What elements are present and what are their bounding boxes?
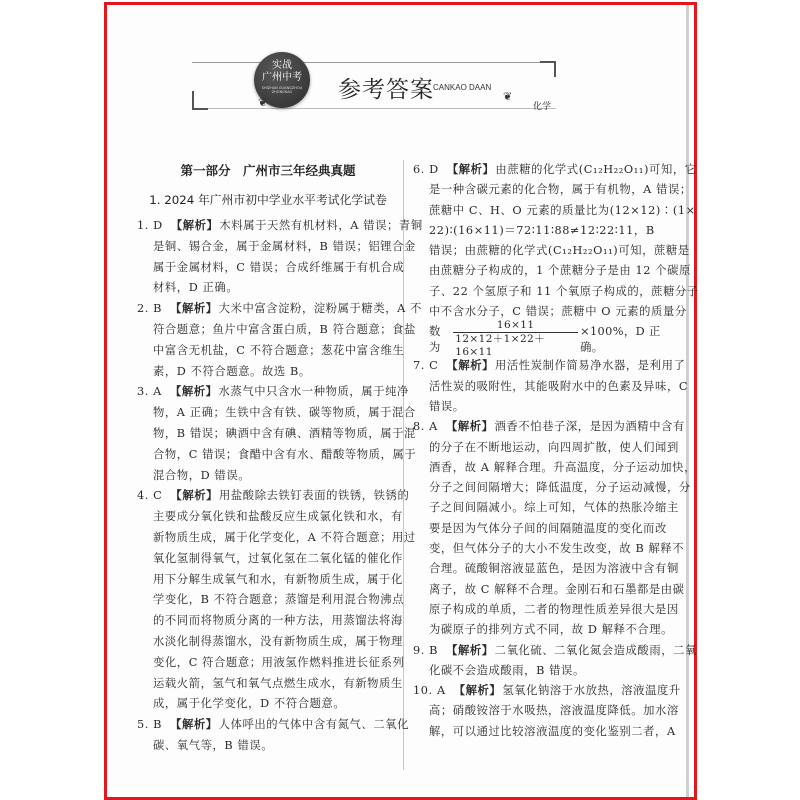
answer-line: 子之间间隔减小。综上可知，气体的热胀冷缩主 [429,501,679,515]
banner-corner [540,61,556,77]
badge-line2: 广州中考 [262,72,302,83]
answer-first-line [137,299,422,320]
answer-item [413,356,689,417]
left-column [137,160,423,757]
answer-line: 解，可以通过比较溶液温度的变化鉴别二者，A [429,724,676,738]
answer-item [413,417,696,640]
answer-first-line [137,382,409,403]
answer-line: 材料，D 正确。 [153,281,239,295]
answer-text: 水蒸气中只含水一种物质，属于纯净 [218,385,409,399]
page-edge [686,5,689,797]
answer-line: 水淡化制得蒸馏水，没有新物质生成，属于物理 [153,634,403,648]
banner-corner [192,91,208,110]
answer-line: 22)∶(16×11)＝72∶11∶88≠12∶22∶11，B [429,223,655,237]
section-subheading: 1. 2024 年广州市初中学业水平考试化学试卷 [149,193,387,207]
analysis-tag: 【解析】 [170,302,218,316]
analysis-tag: 【解析】 [453,684,502,698]
analysis-tag: 【解析】 [170,489,219,503]
answer-text: 人体呼出的气体中含有氮气、二氧化 [218,718,410,732]
answer-first-line [413,160,697,180]
answer-line: 酒香，故 A 解释合理。升高温度，分子运动加快， [429,460,696,474]
answer-line: 由蔗糖分子构成的，1 个蔗糖分子是由 12 个碳原 [429,264,691,278]
page-title: 参考答案 [338,77,434,103]
answer-first-line [413,356,686,376]
answer-line: 的不同而将物质分离的一种方法，用蒸馏法将海 [153,614,403,628]
answer-text: 酒香不怕巷子深，是因为酒精中含有 [494,420,685,434]
answer-first-line [413,417,685,437]
answer-line: 是一种含碳元素的化合物，属于有机物，A 错误； [429,183,692,197]
answer-line: 符合题意；鱼片中富含蛋白质，B 符合题意；食盐 [153,322,416,336]
answer-line: 中富含无机盐，C 不符合题意；葱花中富含维生 [153,343,405,357]
answer-line: 学变化，B 不符合题意；蒸馏是利用混合物沸点 [153,593,405,607]
answer-line: 离子，故 C 解释不合理。金刚石和石墨都是由碳 [429,582,685,596]
butterfly-icon: ❦ [503,90,513,103]
answer-line: 合物，C 错误；食醋中含有水、醋酸等物质，属于 [153,447,417,461]
answer-item [413,681,679,742]
fraction-line [413,319,679,359]
answer-text: 二氧化硫、二氧化氮会造成酸雨，二氧 [494,643,697,657]
answer-first-line [413,641,697,661]
answer-line: 素，D 不符合题意。故选 B。 [153,364,311,378]
fraction-suffix: ×100%，D 正确。 [580,325,661,355]
answer-text: 氢氧化钠溶于水放热，溶液温度升 [502,684,681,698]
answer-line: 为碳原子的排列方式不同，故 D 解释不合理。 [429,623,674,637]
answer-text: 用盐酸除去铁钉表面的铁锈，铁锈的 [219,489,410,503]
page-title-pinyin: CANKAO DAAN [433,83,492,92]
answer-line: 主要成分氧化铁和盐酸反应生成氯化铁和水，有 [153,510,403,524]
answer-number: 10. A [413,684,446,698]
answer-item [137,216,423,299]
answer-line: 是铜、锡合金，属于金属材料，B 错误；铝锂合金 [153,239,416,253]
answer-number: 7. C [413,359,439,373]
answer-line: 错误；由蔗糖的化学式(C₁₂H₂₂O₁₁)可知，蔗糖是 [429,244,690,258]
answer-item [137,382,417,486]
answer-line: 合理。硫酸铜溶液显蓝色，是因为溶液中含有铜 [429,562,679,576]
analysis-tag: 【解析】 [446,163,495,176]
answer-first-line [137,715,410,736]
answer-item [413,641,697,682]
answer-line: 属于金属材料，C 错误；合成纤维属于有机合成 [153,260,405,274]
answer-line: 的分子在不断地运动，向四周扩散，使人们闻到 [429,440,679,454]
analysis-tag: 【解析】 [169,385,218,399]
answer-line: 新物质生成，属于化学变化，A 不符合题意；用过 [153,530,416,544]
answer-line: 中不含水分子，C 错误；蔗糖中 O 元素的质量分 [429,305,687,319]
answer-number: 8. A [413,420,438,434]
analysis-tag: 【解析】 [170,219,219,232]
answer-line: 化碳不会造成酸雨，B 错误。 [429,663,585,677]
answer-item [413,160,699,359]
analysis-tag: 【解析】 [445,420,494,434]
answer-number: 3. A [137,385,162,399]
answer-line: 错误。 [429,399,465,413]
answer-line: 分子之间间隔增大；降低温度，分子运动减慢，分 [429,481,691,495]
answer-line: 成，属于化学变化，D 不符合题意。 [153,697,346,711]
answer-number: 6. D [413,163,439,176]
answer-text: 由蔗糖的化学式(C₁₂H₂₂O₁₁)可知，它 [495,163,697,176]
answer-number: 4. C [137,489,163,503]
answer-line: 原子构成的单质，二者的物理性质差异很大是因 [429,602,679,616]
badge-line1: 实战 [272,60,292,71]
answer-number: 5. B [137,718,163,732]
badge-small-text: SHIZHAN GUANGZHOU ZHONGKAO [261,86,303,94]
answer-line: 活性炭的吸附性，其能吸附水中的色素及异味，C [429,379,689,393]
answer-line: 变，但气体分子的大小不发生改变，故 B 解释不 [429,542,685,556]
answer-item [137,299,422,382]
answer-text: 用活性炭制作简易净水器，是利用了 [495,359,686,373]
answer-text: 大米中富含淀粉，淀粉属于糖类，A 不 [218,302,422,316]
fraction-denominator: 12×12＋1×22＋16×11 [453,332,578,359]
answer-line: 高；硝酸铵溶于水吸热，溶液温度降低。加水溶 [429,704,679,718]
answer-text: 木料属于天然有机材料，A 错误；青铜 [219,219,423,232]
analysis-tag: 【解析】 [446,643,494,657]
right-column [413,160,699,742]
answer-number: 1. D [137,219,163,232]
answer-first-line [413,681,679,701]
fraction-numerator: 16×11 [496,319,535,332]
answer-line: 用下分解生成氧气和水，有新物质生成，属于化 [153,572,403,586]
answer-line: 子、22 个氢原子和 11 个氧原子构成的，蔗糖分子 [429,284,699,298]
answer-item [137,486,416,715]
answer-line: 要是因为气体分子间的间隔随温度的变化而改 [429,521,667,535]
answer-line: 碳、氧气等，B 错误。 [153,738,274,752]
answer-line: 混合物，D 错误。 [153,468,251,482]
answer-line: 运载火箭，氢气和氧气点燃生成水，有新物质生 [153,676,403,690]
answer-number: 9. B [413,643,439,657]
answer-line: 物，B 错误；碘酒中含有碘、酒精等物质，属于混 [153,426,416,440]
subject-label: 化学 [533,102,552,112]
answer-item [137,715,410,757]
analysis-tag: 【解析】 [446,359,495,373]
butterfly-icon: ❦ [258,96,268,109]
answer-line: 氧化氢制得氧气，过氧化氢在二氧化锰的催化作 [153,551,403,565]
answer-first-line [137,486,410,507]
answer-line: 物，A 正确；生铁中含有铁、碳等物质，属于混合 [153,406,416,420]
analysis-tag: 【解析】 [170,718,218,732]
fraction-prefix: 数为 [429,325,441,355]
fraction [453,319,578,359]
section-heading: 第一部分 广州市三年经典真题 [180,163,356,178]
answer-number: 2. B [137,302,163,316]
answer-line: 蔗糖中 C、H、O 元素的质量比为(12×12)∶(1× [429,203,696,217]
answer-first-line [137,216,423,237]
answer-line: 变化，C 符合题意；用液氢作燃料推进长征系列 [153,655,405,669]
